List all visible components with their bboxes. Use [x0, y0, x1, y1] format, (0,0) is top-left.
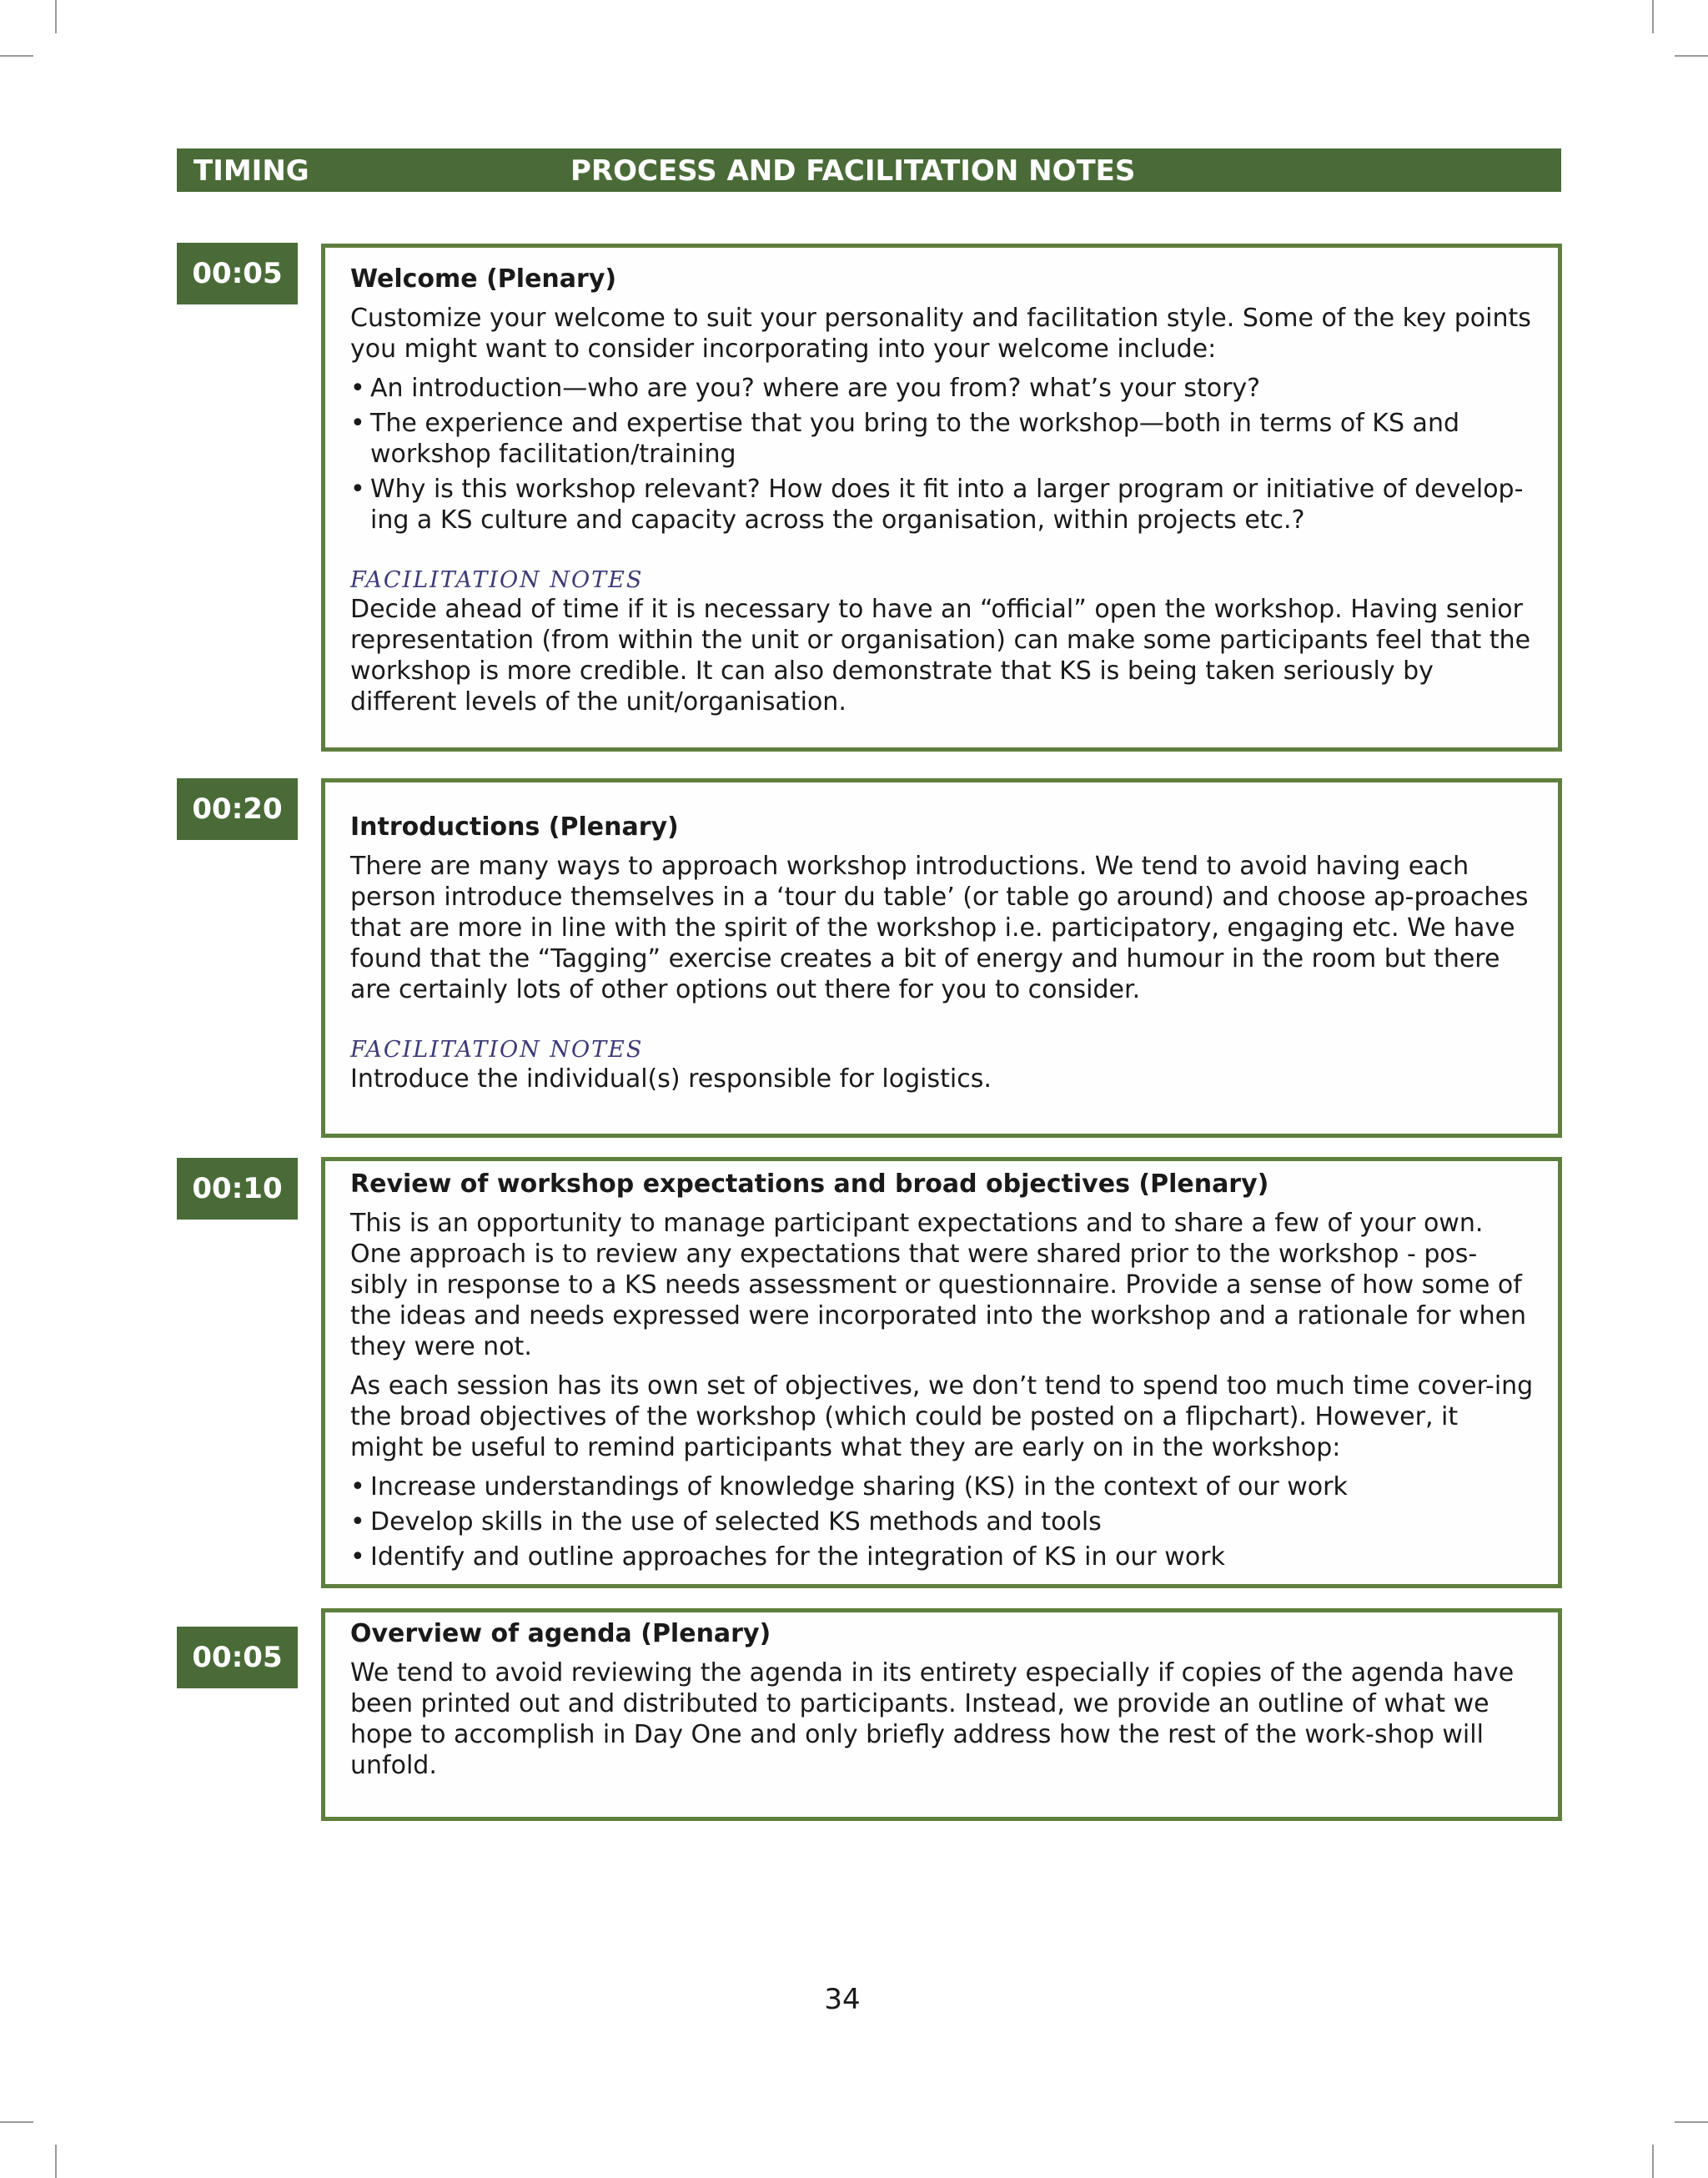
- crop-mark: [0, 2121, 33, 2123]
- facilitation-notes-label: FACILITATION NOTES: [350, 1037, 644, 1063]
- timing-badge: 00:20: [177, 778, 298, 840]
- crop-mark: [0, 55, 33, 57]
- timing-column-header: TIMING: [193, 154, 309, 188]
- list-item: • Develop skills in the use of selected KS methods and tools: [350, 1506, 1535, 1537]
- section-welcome: [321, 244, 1562, 752]
- section-introductions: [321, 778, 1562, 1138]
- section-overview-agenda: [321, 1608, 1562, 1821]
- section-title: Welcome (Plenary): [350, 264, 617, 294]
- bullet-list: [350, 373, 1535, 536]
- facilitation-notes-text: Decide ahead of time if it is necessary to have an “official” open the workshop. Having senior representation (from within the unit or organisation) can make some participants feel that the workshop is more credible. It can also demonstrate that KS is being taken seriously by different levels of the unit/organisation.: [350, 595, 1531, 717]
- list-item: • Identify and outline approaches for the integration of KS in our work: [350, 1542, 1535, 1572]
- list-item: • Why is this workshop relevant? How does it fit into a larger program or initiative of develop-ing a KS culture and capacity across the organisation, within projects etc.?: [350, 474, 1535, 536]
- section-paragraph: Customize your welcome to suit your personality and facilitation style. Some of the key points you might want to consider incorporating into your welcome include:: [350, 304, 1531, 364]
- bullet-list: [350, 1471, 1535, 1572]
- crop-mark: [1675, 55, 1708, 57]
- page-number: 34: [824, 1983, 861, 2016]
- timing-badge: 00:05: [177, 1627, 298, 1688]
- timing-badge: 00:10: [177, 1158, 298, 1220]
- crop-mark: [1652, 0, 1654, 33]
- list-item: • An introduction—who are you? where are you from? what’s your story?: [350, 373, 1535, 404]
- section-paragraph: As each session has its own set of objectives, we don’t tend to spend too much time cover-ing the broad objectives of the workshop (which could be posted on a flipchart). However, it might be useful to remind participants what they are early on in the workshop:: [350, 1371, 1534, 1462]
- crop-mark: [55, 0, 57, 33]
- section-title: Review of workshop expectations and broad objectives (Plenary): [350, 1169, 1269, 1199]
- list-item: • Increase understandings of knowledge sharing (KS) in the context of our work: [350, 1471, 1535, 1502]
- timing-badge: 00:05: [177, 243, 298, 304]
- facilitation-notes-text: Introduce the individual(s) responsible for logistics.: [350, 1064, 992, 1094]
- list-item: • The experience and expertise that you bring to the workshop—both in terms of KS and workshop facilitation/training: [350, 408, 1535, 470]
- table-header-bar: [177, 148, 1561, 192]
- crop-mark: [55, 2145, 57, 2178]
- section-title: Overview of agenda (Plenary): [350, 1619, 771, 1648]
- section-review-expectations: [321, 1157, 1562, 1588]
- section-paragraph: There are many ways to approach workshop introductions. We tend to avoid having each person introduce themselves in a ‘tour du table’ (or table go around) and choose ap-proaches that are more in line with the spirit of the workshop i.e. participatory, engaging etc. We have found that the “Tagging” exercise creates a bit of energy and humour in the room but there are certainly lots of other options out there for you to consider.: [350, 852, 1529, 1004]
- section-paragraph: This is an opportunity to manage participant expectations and to share a few of your own. One approach is to review any expectations that were shared prior to the workshop - pos-sibly in response to a KS needs assessment or questionnaire. Provide a sense of how some of the ideas and needs expressed were incorporated into the workshop and a rationale for when they were not.: [350, 1209, 1527, 1361]
- crop-mark: [1652, 2145, 1654, 2178]
- section-title: Introductions (Plenary): [350, 812, 679, 842]
- section-paragraph: We tend to avoid reviewing the agenda in its entirety especially if copies of the agenda have been printed out and distributed to participants. Instead, we provide an outline of what we hope to accomplish in Day One and only briefly address how the rest of the work-shop will unfold.: [350, 1658, 1515, 1780]
- notes-column-header: PROCESS AND FACILITATION NOTES: [570, 154, 1136, 188]
- facilitation-notes-label: FACILITATION NOTES: [350, 567, 644, 593]
- crop-mark: [1675, 2121, 1708, 2123]
